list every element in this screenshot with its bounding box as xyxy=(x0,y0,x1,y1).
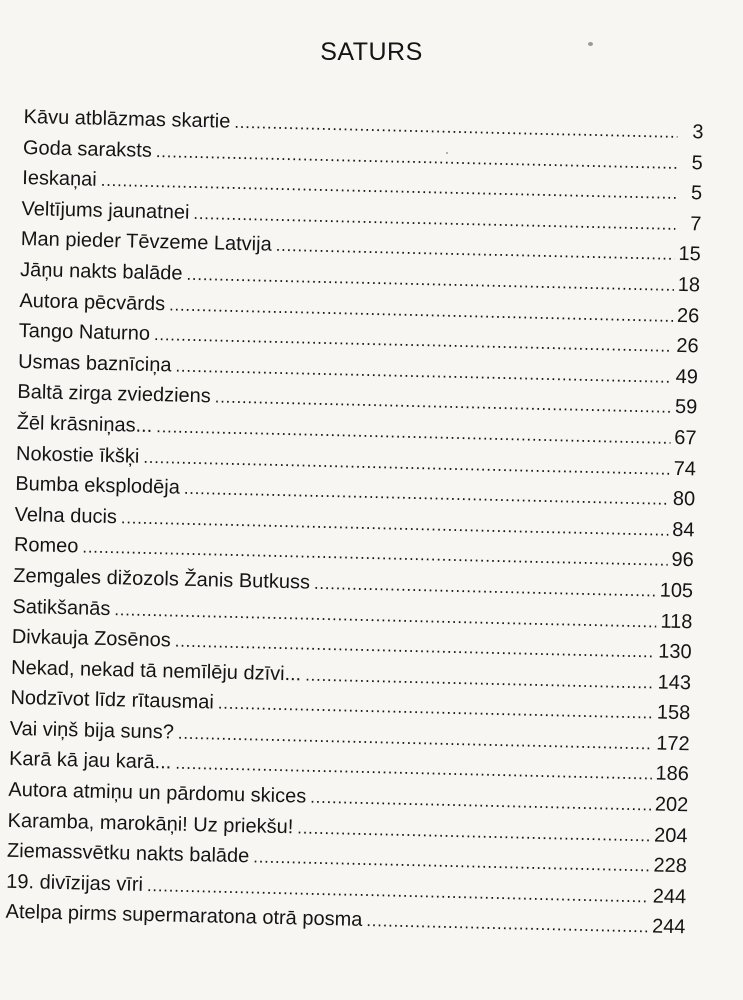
toc-entry-page: 204 xyxy=(653,824,688,847)
toc-entry-page: 143 xyxy=(657,671,692,694)
toc-entry-title: Ieskaņai xyxy=(22,167,98,191)
toc-entry-page: 172 xyxy=(655,732,690,756)
toc-entry-title: Nokostie īkšķi xyxy=(15,442,140,468)
dot-leader xyxy=(366,906,648,942)
toc-entry-page: 244 xyxy=(651,915,686,939)
toc-entry-page: 26 xyxy=(676,304,700,327)
toc-entry-title: Romeo xyxy=(13,534,79,558)
toc-entry-title: Nekad, nekad tā nemīlēju dzīvi... xyxy=(10,656,302,686)
toc-entry-page: 5 xyxy=(690,182,703,205)
toc-entry-title: Kāvu atblāzmas skartie xyxy=(23,105,231,133)
toc-entry-title: Tango Naturno xyxy=(18,320,151,346)
toc-entry-title: Nodzīvot līdz rītausmai xyxy=(10,687,215,714)
toc-entry-page: 7 xyxy=(690,212,702,236)
toc-entry-title: Man pieder Tēvzeme Latvija xyxy=(20,228,272,257)
toc-entry-title: Ziemassvētku nakts balāde xyxy=(6,840,250,868)
toc-entry-page: 59 xyxy=(674,396,698,419)
toc-entry-title: Vai viņš bija suns? xyxy=(9,717,175,744)
toc-entry-title: Velna ducis xyxy=(14,503,118,528)
toc-entry-title: Baltā zirga zviedziens xyxy=(17,381,212,408)
toc-entry-page: 26 xyxy=(676,335,699,358)
toc-entry-page: 105 xyxy=(659,579,694,603)
toc-entry-title: Satikšanās xyxy=(12,595,111,620)
toc-entry-page: 5 xyxy=(691,151,704,175)
toc-entry-page: 118 xyxy=(660,610,693,633)
toc-entry-page: 158 xyxy=(656,701,691,725)
toc-entry-title: Atelpa pirms supermaratona otrā posma xyxy=(5,901,363,932)
toc-entry-page: 228 xyxy=(653,854,688,878)
page-title: SATURS xyxy=(320,38,423,66)
toc-entry-title: Jāņu nakts balāde xyxy=(19,258,183,285)
toc-entry-page: 3 xyxy=(692,121,704,144)
toc-entry-page: 49 xyxy=(675,365,699,389)
toc-entry-title: Veltījums jaunatnei xyxy=(21,197,190,224)
toc-entry-title: Autora pēcvārds xyxy=(19,289,166,315)
toc-entry-page: 80 xyxy=(672,487,696,511)
toc-entry-page: 74 xyxy=(673,457,697,480)
toc-entry-title: Zemgales dižozols Žanis Butkuss xyxy=(12,564,311,594)
toc-entry-title: Autora atmiņu un pārdomu skices xyxy=(8,778,307,808)
toc-entry-title: Bumba eksplodēja xyxy=(15,473,181,499)
toc-entry-title: 19. divīzijas vīri xyxy=(6,870,144,896)
toc-entry-title: Divkauja Zosēnos xyxy=(11,625,172,652)
toc-entry-page: 202 xyxy=(654,793,689,817)
toc-entry-title: Goda saraksts xyxy=(22,136,153,162)
toc-entry-page: 67 xyxy=(674,426,697,450)
toc-entry-title: Karamba, marokāņi! Uz priekšu! xyxy=(7,809,294,838)
toc-entry-title: Karā kā jau karā... xyxy=(8,748,172,774)
toc-entry-title: Usmas baznīciņa xyxy=(17,350,172,377)
toc-entry-page: 186 xyxy=(655,762,690,786)
toc-entry-page: 15 xyxy=(678,243,701,266)
toc-entry-page: 96 xyxy=(671,549,695,572)
toc-entry-page: 84 xyxy=(671,518,695,542)
toc-entry-page: 244 xyxy=(652,885,687,909)
paper-speck xyxy=(588,42,593,46)
toc-entry-page: 18 xyxy=(677,273,701,297)
toc-entry-title: Žēl krāsniņas... xyxy=(16,411,153,437)
toc-entry-page: 130 xyxy=(658,640,692,664)
table-of-contents xyxy=(5,102,704,943)
